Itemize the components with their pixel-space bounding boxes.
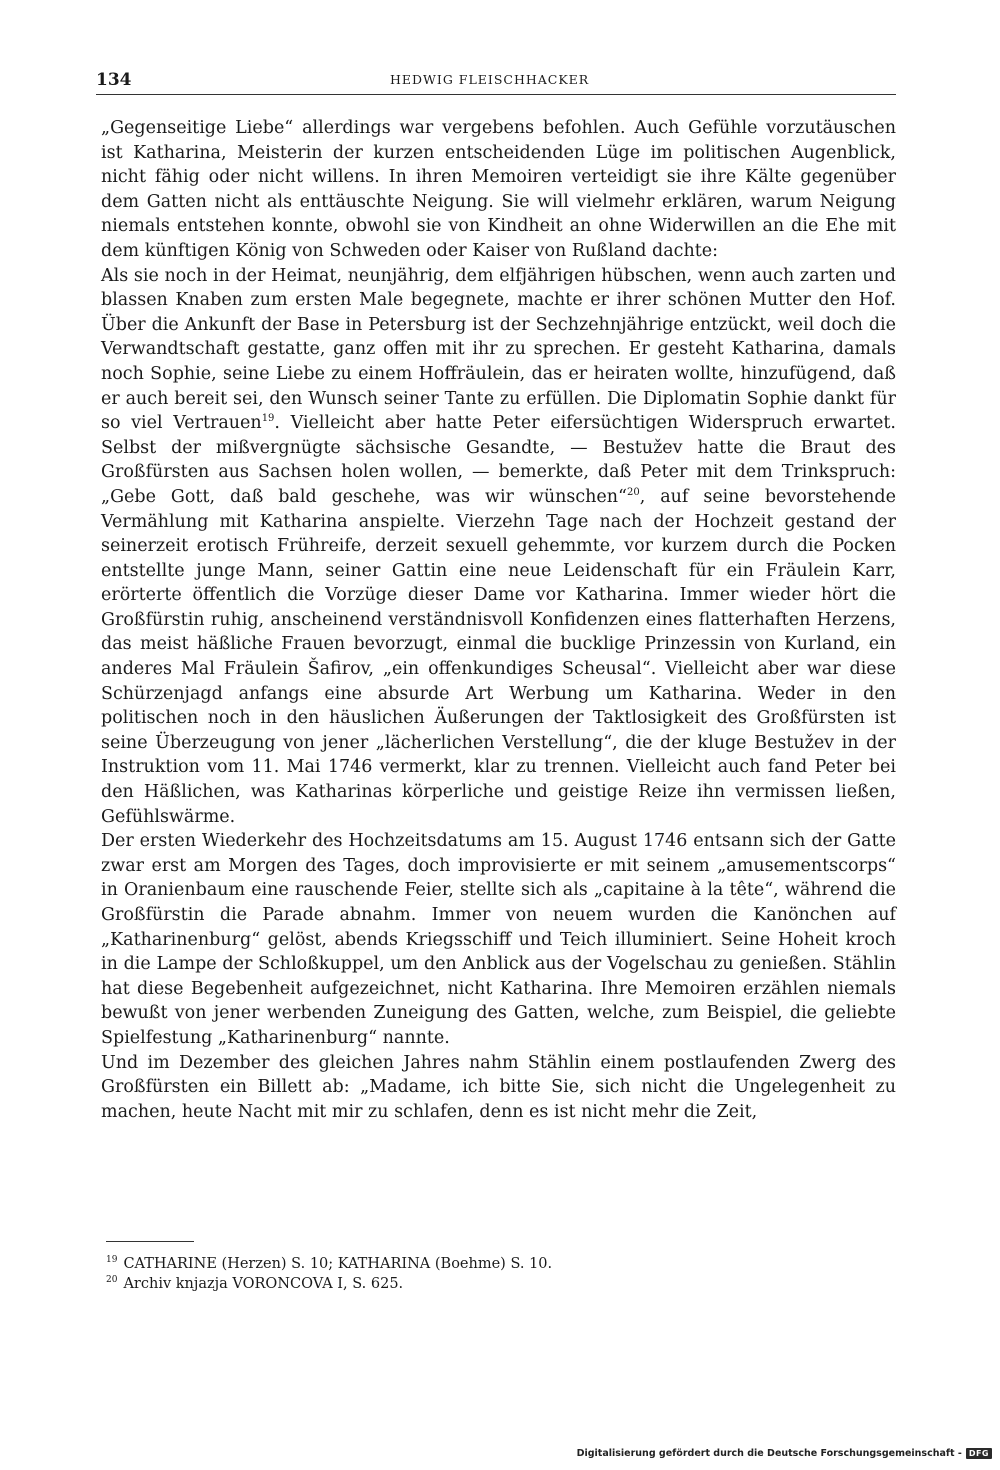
paragraph-2-part-c: , auf seine bevorstehende Vermählung mit Katharina anspielte. Vierzehn Tage nach der Hochzeit gestand der seinerzeit erotisch Frühreife, derzeit sexuell gehemmte, vor kurzem durch die Pocken entstellte junge Mann, seiner Gattin eine neue Leidenschaft für ein Fräulein Karr, erörterte öffentlich die Vorzüge dieser Dame vor Katharina. Immer wieder hört die Großfürstin ruhig, anscheinend verständnisvoll Konfidenzen eines flatterhaften Herzens, das meist häßliche Frauen bevorzugt, einmal die bucklige Prinzessin von Kurland, ein anderes Mal Fräulein Šafirov, „ein offenkundiges Scheusal“. Vielleicht aber war diese Schürzenjagd anfangs eine absurde Art Werbung um Katharina. Weder in den politischen noch in den häuslichen Äußerungen der Taktlosigkeit des Großfürsten ist seine Überzeugung von jener „lächerlichen Verstellung“, die der kluge Bestužev in der Instruktion vom 11. Mai 1746 vermerkt, klar zu trennen. Vielleicht auch fand Peter bei den Häßlichen, was Katharinas körperliche und geistige Reize ihn vermissen ließen, Gefühlswärme. (101, 486, 896, 827)
footnote-rule (106, 1241, 194, 1242)
paragraph-2-part-b: . Vielleicht aber hatte Peter eifersüchtigen Widerspruch erwartet. Selbst der mißvergnügte sächsische Gesandte, — Bestužev hatte die Braut des Großfürsten aus Sachsen holen wollen, — bemerkte, daß Peter mit dem Trinkspruch: „Gebe Gott, daß bald geschehe, was wir wünschen“ (101, 413, 896, 507)
running-head: HEDWIG FLEISCHHACKER (390, 72, 590, 87)
footnote-19 (106, 1254, 886, 1274)
paragraph-2 (101, 264, 896, 830)
credit-text: Digitalisierung gefördert durch die Deutsche Forschungsgemeinschaft - (576, 1448, 962, 1459)
page-number: 134 (96, 70, 132, 90)
body-text (101, 116, 896, 1124)
footnote-mark: 20 (106, 1275, 118, 1286)
digitization-credit (577, 1448, 992, 1459)
footnote-text: Archiv knjazja VORONCOVA I, S. 625. (123, 1276, 404, 1292)
footnote-20 (106, 1274, 886, 1294)
page-header (96, 70, 896, 94)
paragraph-1: „Gegenseitige Liebe“ allerdings war vergebens befohlen. Auch Gefühle vorzutäuschen ist Katharina, Meisterin der kurzen entscheidenden Lüge im politischen Augenblick, nicht fähig oder nicht willens. In ihren Memoiren verteidigt sie ihre Kälte gegenüber dem Gatten nicht als enttäuschte Neigung. Sie will vielmehr erklären, warum Neigung niemals entstehen konnte, obwohl sie von Kindheit an ohne Widerwillen an die Ehe mit dem künftigen König von Schweden oder Kaiser von Rußland dachte: (101, 118, 896, 261)
dfg-logo-icon: DFG (966, 1448, 992, 1459)
footnotes (106, 1254, 886, 1294)
footnote-mark: 19 (106, 1255, 118, 1266)
paragraph-2-part-a: Als sie noch in der Heimat, neunjährig, dem elfjährigen hübschen, wenn auch zarten und blassen Knaben zum ersten Male begegnete, machte er ihrer schönen Mutter den Hof. Über die Ankunft der Base in Petersburg ist der Sechzehnjährige entzückt, weil doch die Verwandtschaft gestatte, ganz offen mit ihr zu sprechen. Er gesteht Katharina, damals noch Sophie, seine Liebe zu einem Hoffräulein, das er heiraten wollte, hinzufügend, daß er auch bereit sei, den Wunsch seiner Tante zu erfüllen. Die Diplomatin Sophie dankt für so viel Vertrauen (101, 265, 896, 434)
footnote-text: CATHARINE (Herzen) S. 10; KATHARINA (Boehme) S. 10. (123, 1256, 553, 1272)
paragraph-4: Und im Dezember des gleichen Jahres nahm Stählin einem postlaufenden Zwerg des Großfürsten ein Billett ab: „Madame, ich bitte Sie, sich nicht die Ungelegenheit zu machen, heute Nacht mit mir zu schlafen, denn es ist nicht mehr die Zeit, (101, 1052, 896, 1122)
paragraph-3: Der ersten Wiederkehr des Hochzeitsdatums am 15. August 1746 entsann sich der Gatte zwar erst am Morgen des Tages, doch improvisierte er mit seinem „amusementscorps“ in Oranienbaum eine rauschende Feier, stellte sich als „capitaine à la tête“, während die Großfürstin die Parade abnahm. Immer von neuem wurden die Kanönchen auf „Katharinenburg“ gelöst, abends Kriegsschiff und Teich illuminiert. Seine Hoheit kroch in die Lampe der Schloßkuppel, um den Anblick aus der Vogelschau zu genießen. Stählin hat diese Begebenheit aufgezeichnet, nicht Katharina. Ihre Memoiren erzählen niemals bewußt von jener werbenden Zuneigung des Gatten, welche, zum Beispiel, die geliebte Spielfestung „Katharinenburg“ nannte. (101, 831, 896, 1048)
header-rule (96, 94, 896, 95)
footnote-ref-20: 20 (627, 487, 640, 499)
footnote-ref-19: 19 (261, 413, 275, 425)
